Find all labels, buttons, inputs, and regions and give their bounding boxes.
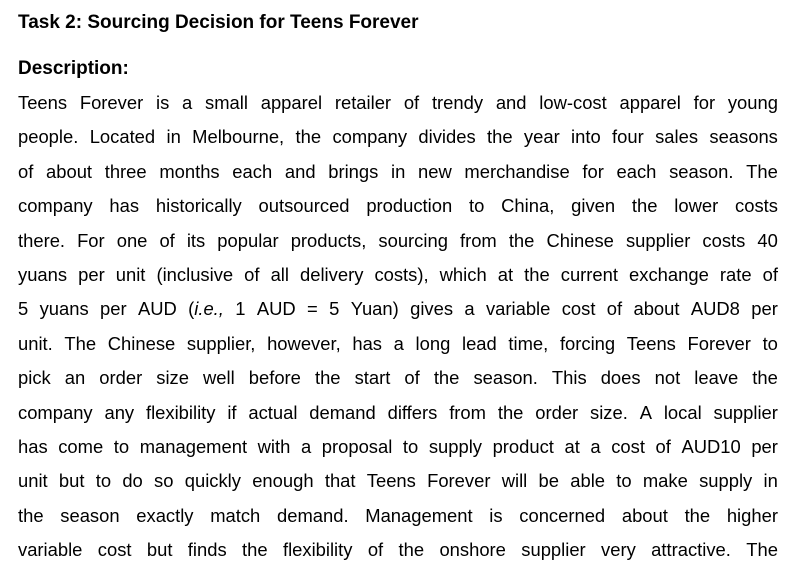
description-heading: Description: [18, 58, 129, 79]
paragraph-line: variable cost but finds the flexibility of the onshore supplier very attractive. The [18, 539, 778, 561]
paragraph-line: there. For one of its popular products, sourcing from the Chinese supplier costs 40 [18, 229, 778, 251]
paragraph-line: unit but to do so quickly enough that Teens Forever will be able to make supply in [18, 470, 778, 492]
description-body [18, 86, 778, 567]
paragraph-line: yuans per unit (inclusive of all delivery costs), which at the current exchange rate of [18, 263, 778, 285]
paragraph-line: the season exactly match demand. Management is concerned about the higher [18, 504, 778, 526]
paragraph-line: Teens Forever is a small apparel retailer of trendy and low-cost apparel for young [18, 92, 778, 113]
paragraph-line: has come to management with a proposal to supply product at a cost of AUD10 per [18, 435, 778, 457]
paragraph-line: of about three months each and brings in new merchandise for each season. The [18, 160, 778, 182]
paragraph-line: unit. The Chinese supplier, however, has a long lead time, forcing Teens Forever to [18, 332, 778, 354]
paragraph-line: company any flexibility if actual demand differs from the order size. A local supplier [18, 401, 778, 423]
task-title: Task 2: Sourcing Decision for Teens Forever [18, 12, 419, 33]
paragraph-line: 5 yuans per AUD (i.e., 1 AUD = 5 Yuan) gives a variable cost of about AUD8 per [18, 298, 778, 320]
paragraph-line: company has historically outsourced production to China, given the lower costs [18, 195, 778, 217]
paragraph-line: pick an order size well before the start of the season. This does not leave the [18, 367, 778, 389]
paragraph-line: people. Located in Melbourne, the company divides the year into four sales seasons [18, 126, 778, 148]
